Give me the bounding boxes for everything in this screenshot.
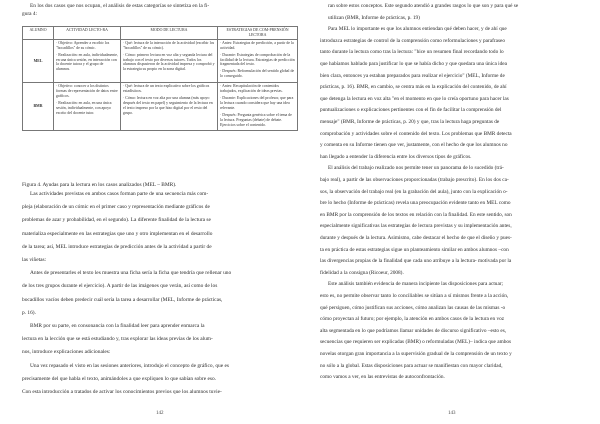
text-line: las viñetas: (22, 257, 47, 263)
text-line: problemas de azar y probabilidad, en el segundo). La diferente finalidad de la lectura se (22, 217, 211, 224)
text-line: prácticas, p. 16). BMR, en cambio, se centra más en la explicación del contenido, de ahí (320, 84, 507, 91)
text-line: sos, la observación del trabajo real (en la grabación del aula), junto con la explicación o- (320, 188, 508, 195)
text-line: que habíamos hablado para justificar lo que se había dicho y que quedara una única idea (320, 61, 507, 67)
text-line: esto es, no permite observar tanto lo conciliables se sitúan a sí mismos frente a la acción, (320, 293, 509, 299)
text-line: las divergencias propias de la finalidad que cada uno atribuye a la lectura- motivada por la (320, 258, 512, 265)
text-line: durante y después de la lectura. Asimismo, cabe destacar el hecho de que el diseño y pues- (320, 235, 512, 241)
text-line: Las actividades previstas en ambos casos forman parte de una secuencia más com- (30, 191, 209, 197)
student-cell: BMR (23, 83, 54, 131)
cell-paragraph: · Objetivo: Aprender a escribir los "bocadillos" de su cómic. (56, 40, 110, 50)
intro-line: gura 4: (22, 11, 38, 17)
cell-paragraph: · Antes: Recapitulación de contenidos trabajados, explicación de ideas previas. (220, 84, 283, 94)
left-page (22, 0, 298, 424)
figure-4-table (22, 26, 298, 131)
cell-paragraph: · Objetivo: conocer a los distintos formas de representación de datos entre gráficos. (56, 84, 118, 98)
text-line: introduzca estrategias de control de la comprensión como reformulaciones y parafraseo (320, 37, 506, 44)
text-line: Una vez repasado el visto en las sesiones anteriores, introdujo el concepto de gráfico, que es (30, 362, 229, 369)
cell-paragraph: · Después: Pregunta genérica sobre el tema de la lectura. Preguntas (debate) de debate. Ejercicios sobre el contenido. (220, 112, 292, 127)
figure-caption: Figura 4. Ayudas para la lectura en los casos analizados (MEL – BMR). (22, 182, 177, 188)
text-line: precisamente del que habla el texto, animándoles a que expliquen lo que sabían sobre eso. (22, 375, 216, 382)
cell-paragraph: · Cómo: lectura en voz alta por una alumna (más apoyo después del texto en papel) y seguimiento de la lectura en el texto impreso por la que hizo digital por el resto del grupo. (123, 95, 213, 115)
cell-paragraph: · Durante: Explicaciones del profesor, que para la lectura cuando considera que hay una idea relevante. (220, 95, 294, 110)
cell-paragraph: · Después: Reformulación del sentido global de lo conseguido. (220, 69, 295, 79)
text-line: Este análisis también evidencia de manera incipiente las disposiciones para actuar; (328, 281, 504, 288)
text-line: como vamos a ver, en las entrevistas de autoconfrontación. (320, 374, 445, 381)
right-page (320, 0, 584, 424)
text-line: fidelidad a la consigna (Ricoeur, 2008). (320, 269, 404, 276)
text-line: bocadillos vacíos deben predecir cuál sería la tarea a desarrollar (MEL, Informe de prácticas, (22, 296, 223, 303)
table-header: ESTRATEGIAS DE COM-PRENSIÓN LECTORA (218, 27, 298, 40)
text-line: novelas otorgan gran importancia a la supervisión gradual de la comprensión de un texto y (320, 351, 512, 357)
text-line: que detenga la lectura en voz alta "en el momento en que lo creía oportuno para hacer las (320, 95, 509, 102)
text-line: ta en práctica de estas estrategias sigue un planteamiento similar en ambos alumnos –con (320, 246, 509, 253)
text-line: bajo real), a partir de las observaciones proporcionadas (trabajo prescrito). En los dos ca- (320, 177, 509, 183)
page-number: 143 (448, 411, 456, 416)
cell-paragraph: · Qué: lectura de un texto explicativo sobre los gráficos estadísticos. (123, 84, 210, 94)
text-line: nos, introduce explicaciones adicionales: (22, 349, 111, 356)
text-line: materializa especialmente en las estrategias que uno y otro implementan en el desarrollo (22, 230, 213, 237)
text-line: alta segmentada en lo que podríamos llamar unidades de discurso significativo –esto es, (320, 327, 507, 334)
page-number: 142 (156, 411, 164, 416)
text-line: no sólo a la global. Estas disposiciones para actuar se manifiestan con mayor claridad, (320, 362, 503, 369)
text-line: ran sobre estos conceptos. Este segundo atendió a grandes rasgos lo que son y para qué se (328, 3, 519, 9)
text-line: tanto durante la lectura como tras la lectura: "hice un resumen final recordando todo lo (320, 49, 504, 56)
text-line: secuencias que requieren ser explicadas (BMR) o reformuladas (MEL)– indica que ambos (320, 339, 512, 346)
text-line: p. 16). (22, 309, 36, 316)
text-line: Para MEL lo importante es que los alumnos entiendan qué deben hacer, y de ahí que (328, 26, 507, 33)
text-line: qué persiguen, cómo justifican sus acciones, cómo analizan las causas de las mismas -o (320, 304, 506, 311)
text-line: puntualizaciones o explicaciones pertinentes con el fin de facilitar la comprensión del (320, 107, 502, 114)
text-line: pleja (elaboración de un cómic en el primer caso y representación mediante gráficos de (22, 204, 210, 211)
table-row (23, 39, 298, 82)
table-header: MODO DE LECTURA (121, 27, 218, 40)
text-line: cómo proyectan al futuro; por ejemplo, la atención en ambos casos de la lectura en voz (320, 316, 505, 323)
intro-line: En los dos casos que nos ocupan, el análisis de estas categorías se sintetiza en la fi- (30, 3, 210, 9)
student-cell: MEL (23, 39, 54, 82)
text-line: utilizan (BMR, Informe de prácticas, p. 19) (328, 14, 420, 21)
text-line: mensaje" (BMR, Informe de prácticas, p. 20) y que, tras la lectura haga preguntas de (320, 119, 500, 125)
mode-cell (121, 83, 218, 131)
text-line: bien clara, entonces ya estaban preparados para realizar el ejercicio" (MEL, Informe de (320, 72, 505, 79)
table-row (23, 83, 298, 131)
text-line: lectura en la lección que se está estudiando y, tras explorar las ideas previas de los alum- (22, 336, 213, 343)
activity-cell (54, 39, 121, 82)
text-line: y comenta en su Informe tienen que ver, justamente, con el hecho de que los alumnos no (320, 142, 508, 149)
text-line: especialmente significativas las estrategias de lectura previstas y su implementación antes, (320, 223, 512, 230)
activity-cell (54, 83, 121, 131)
text-line: BMR por su parte, en consonancia con la finalidad leer para aprender enmarca la (30, 323, 205, 329)
text-line: bre lo hecho (Informe de prácticas) revela una preocupación evidente tanto en MEL como (320, 200, 511, 207)
cell-paragraph: · Antes: Estrategias de predicción, a partir de la actividad. (220, 40, 294, 50)
text-line: Con esta introducción a tratados de activar los conocimientos previos que los alumnos tuvie- (22, 389, 222, 395)
cell-paragraph: · Durante: Estrategias de comprobación de la facilidad de la lectura. Estrategias de predicción fragmentada del texto. (220, 52, 295, 67)
strategies-cell (218, 39, 298, 82)
text-line: El análisis del trabajo realizado nos permite tener un panorama de lo sucedido (trá- (328, 165, 504, 172)
text-line: Antes de presentarles el texto les muestra una ficha sería la ficha que tendría que rellenar uno (30, 270, 232, 277)
cell-paragraph: · Qué: lectura de la interacción de la actividad (escribir los "bocadillos" de su cómic). (123, 40, 215, 50)
cell-paragraph: · Realización: en aula, individualmente, en una única sesión, en interacción con la docente tutora y el grupo de alumnos. (56, 52, 119, 72)
text-line: de los tres grupos durante el ejercicio). A partir de las imágenes que verán, así como de los (22, 283, 218, 290)
text-line: han llegado a entender la diferencia entre los diversos tipos de gráficos. (320, 153, 472, 160)
text-line: comprobación y actividades sobre el contenido del texto. Los problemas que BMR detecta (320, 130, 512, 137)
mode-cell (121, 39, 218, 82)
text-line: en BMR por la comprensión de los textos en relación con la finalidad. En este sentido, son (320, 211, 512, 218)
cell-paragraph: · Realización: en aula, en una única sesión, individualmente, con apoyo escrito del docente tutor. (56, 100, 112, 115)
text-line: de la tarea; así, MEL introduce estrategias de predicción antes de la actividad a partir de (22, 243, 212, 250)
strategies-cell (218, 83, 298, 131)
cell-paragraph: · Cómo: primero lectura en voz alta y segunda lectura del trabajo con el texto por diversos tutores. Todos los alumnos dispusieron de la actividad impresa y comprobó y la estrategia su propio en la zona digital. (123, 52, 215, 72)
table-header: ACTIVIDAD LECTO-RA (54, 27, 121, 40)
table-header: ALUMNO (23, 27, 54, 40)
